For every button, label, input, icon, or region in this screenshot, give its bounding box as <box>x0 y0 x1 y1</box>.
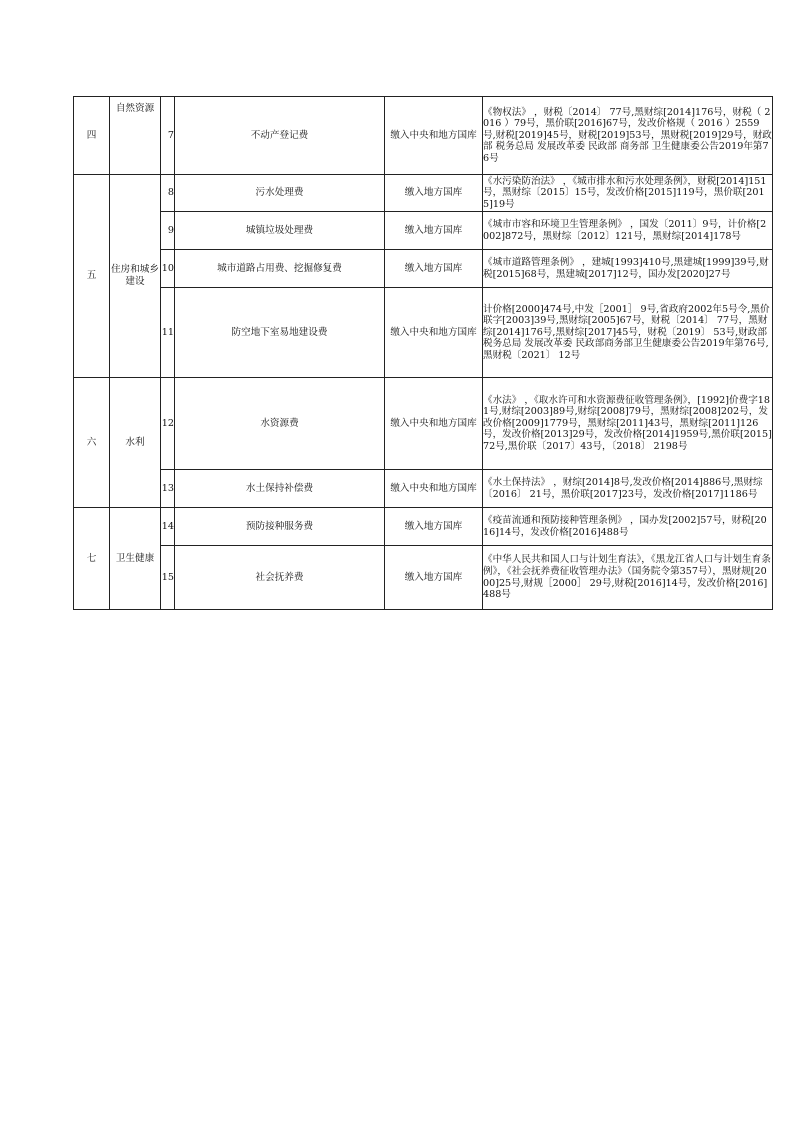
item-number: 8 <box>161 175 175 212</box>
item-number: 7 <box>161 97 175 175</box>
item-basis: 《物权法》 ，财税〔2014〕 77号,黑财综[2014]176号，财税（ 2016 ）79号，黑价联[2016]67号，发改价格规（ 2016 ）2559号,财税[2019]45号，财税[2019]53号，黑财税[2019]29号，财政部 税务总局 发展改革委 民政部 商务部 卫生健康委公告2019年第76号 <box>483 97 773 175</box>
table-row <box>74 250 773 288</box>
table-row <box>74 288 773 378</box>
item-number: 12 <box>161 378 175 470</box>
item-name: 水资源费 <box>175 378 385 470</box>
item-number: 15 <box>161 546 175 610</box>
table-row <box>74 175 773 212</box>
table-row <box>74 470 773 508</box>
item-basis: 《水污染防治法》 ，《城市排水和污水处理条例》，财税[2014]151号，黑财综〔2015〕15号，发改价格[2015]119号，黑价联[2015]19号 <box>483 175 773 212</box>
category-number: 七 <box>74 508 110 610</box>
item-destination: 缴入中央和地方国库 <box>385 97 483 175</box>
item-name: 社会抚养费 <box>175 546 385 610</box>
item-name: 预防接种服务费 <box>175 508 385 546</box>
table-row <box>74 378 773 470</box>
table-row <box>74 97 773 175</box>
item-basis: 《城市市容和环境卫生管理条例》 ，国发〔2011〕9号，计价格[2002]872号，黑财综〔2012〕121号，黑财综[2014]178号 <box>483 212 773 250</box>
item-name: 水土保持补偿费 <box>175 470 385 508</box>
item-destination: 缴入地方国库 <box>385 508 483 546</box>
item-basis: 《水土保持法》 ，财综[2014]8号,发改价格[2014]886号,黑财综〔2016〕 21号，黑价联[2017]23号，发改价格[2017]1186号 <box>483 470 773 508</box>
fee-table <box>73 96 773 610</box>
category-number: 五 <box>74 175 110 378</box>
item-basis: 《水法》 ，《取水许可和水资源费征收管理条例》，[1992]价费字181号,财综[2003]89号,财综[2008]79号，黑财综[2008]202号，发改价格[2009]1779号，黑财综[2011]43号，黑财综[2011]126号，发改价格[2013]29号，发改价格[2014]1959号,黑价联[2015]72号,黑价联〔2017〕43号，〔2018〕 2198号 <box>483 378 773 470</box>
item-destination: 缴入中央和地方国库 <box>385 378 483 470</box>
item-basis: 《中华人民共和国人口与计划生育法》，《黑龙江省人口与计划生育条例》，《社会抚养费征收管理办法》（国务院令第357号），黑财规[2000]25号,财规［2000］ 29号,财税[2016]14号，发改价格[2016]488号 <box>483 546 773 610</box>
item-destination: 缴入地方国库 <box>385 175 483 212</box>
category-name: 卫生健康 <box>110 508 161 610</box>
item-name: 防空地下室易地建设费 <box>175 288 385 378</box>
table-row <box>74 546 773 610</box>
item-destination: 缴入地方国库 <box>385 546 483 610</box>
item-basis: 《城市道路管理条例》 ，建城[1993]410号,黑建城[1999]39号,财税[2015]68号，黑建城[2017]12号，国办发[2020]27号 <box>483 250 773 288</box>
item-destination: 缴入地方国库 <box>385 250 483 288</box>
item-name: 不动产登记费 <box>175 97 385 175</box>
item-destination: 缴入地方国库 <box>385 212 483 250</box>
item-number: 11 <box>161 288 175 378</box>
item-number: 10 <box>161 250 175 288</box>
category-name: 住房和城乡建设 <box>110 175 161 378</box>
item-number: 13 <box>161 470 175 508</box>
category-name: 水利 <box>110 378 161 508</box>
table-row <box>74 508 773 546</box>
item-destination: 缴入中央和地方国库 <box>385 288 483 378</box>
category-number: 六 <box>74 378 110 508</box>
item-number: 9 <box>161 212 175 250</box>
item-number: 14 <box>161 508 175 546</box>
item-name: 城镇垃圾处理费 <box>175 212 385 250</box>
item-name: 污水处理费 <box>175 175 385 212</box>
category-name: 自然资源 <box>110 97 161 175</box>
item-basis: 《疫苗流通和预防接种管理条例》 ，国办发[2002]57号，财税[2016]14号，发改价格[2016]488号 <box>483 508 773 546</box>
item-name: 城市道路占用费、挖掘修复费 <box>175 250 385 288</box>
item-basis: 计价格[2000]474号,中发［2001］ 9号,省政府2002年5号令,黑价联字[2003]39号,黑财综[2005]67号，财税〔2014〕 77号，黑财综[2014]176号,黑财综[2017]45号，财税〔2019〕 53号,财政部 税务总局 发展改革委 民政部商务部卫生健康委公告2019年第76号,黑财税〔2021〕 12号 <box>483 288 773 378</box>
item-destination: 缴入中央和地方国库 <box>385 470 483 508</box>
category-number: 四 <box>74 97 110 175</box>
table-row <box>74 212 773 250</box>
